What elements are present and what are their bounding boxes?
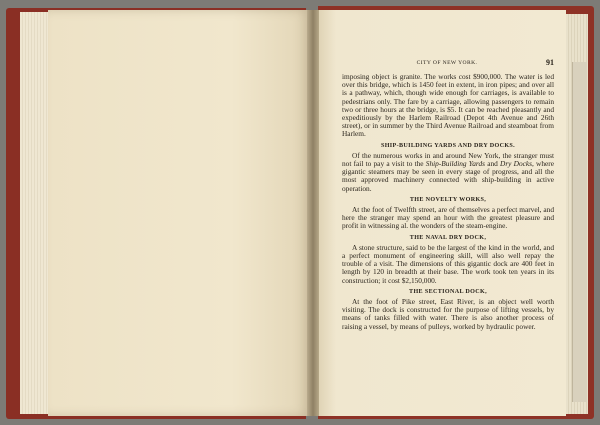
section-heading-sectional-dock: THE SECTIONAL DOCK, (409, 288, 487, 295)
blank-left-page (48, 10, 310, 416)
section-text-ship-building: Of the numerous works in and around New York, the stranger must not fail to pay a visit to the Ship-Building Yards and Dry Docks, where gigantic steamers may be seen in every stage of progress, and all the most approved machinery connected with ship-building in active operation. (342, 150, 554, 193)
page-header (340, 60, 554, 66)
page-body (342, 73, 554, 331)
section-text-naval-dry-dock: A stone structure, said to be the largest of the kind in the world, and a perfect monument of engineering skill, will also well repay the trouble of a visit. The dimensions of this gigantic dock are 400 feet in length by 120 in breadth at their base. The work took ten years in its construction; it cost $2,150,000. (342, 242, 554, 285)
loose-leaf-insert (572, 62, 587, 402)
page-number: 91 (546, 58, 554, 67)
section-text-sectional-dock: At the foot of Pike street, East River, is an object well worth visiting. The dock is constructed for the purpose of lifting vessels, by means of tanks filled with water. There is also another process of raising a vessel, by means of pulleys, worked by hydraulic power. (342, 297, 554, 331)
section-heading-novelty-works: THE NOVELTY WORKS, (409, 196, 487, 203)
book-gutter (307, 10, 319, 416)
section-heading-ship-building: SHIP-BUILDING YARDS AND DRY DOCKS. (380, 142, 516, 149)
intro-paragraph: imposing object is granite. The works cost $900,000. The water is led over this bridge, which is 1450 feet in extent, in iron pipes; and over all is a pathway, which, though wide enough for carriages, is available to pedestrians only. The fare by a carriage, allowing passengers to remain two or three hours at the bridge, is $5. It can be reached pleasantly and expeditiously by the Harlem Railroad (Depot 4th Avenue and 26th street), or in summer by the Third Avenue Railroad and steamboat from Harlem. (342, 72, 554, 139)
section-text-novelty-works: At the foot of Twelfth street, are of themselves a perfect marvel, and here the stranger may spend an hour with the greatest pleasure and profit in witnessing al. the wonders of the steam-engine. (342, 205, 554, 231)
running-head: CITY OF NEW YORK. (416, 60, 478, 66)
section-heading-naval-dry-dock: THE NAVAL DRY DOCK, (409, 234, 487, 241)
